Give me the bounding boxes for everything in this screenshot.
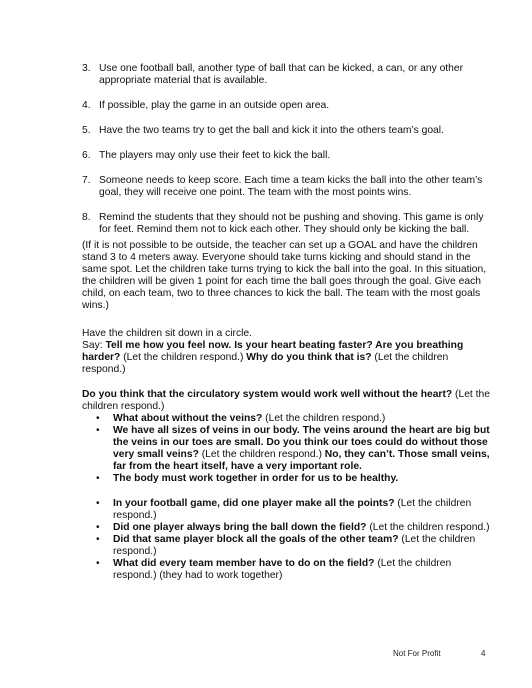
step-number: 8. (82, 212, 91, 223)
step-text: Use one football ball, another type of ball that can be kicked, a can, or any other appropriate material that is available. (99, 63, 464, 86)
say-prompt: Say: Tell me how you feel now. Is your heart beating faster? Are you breathing harder? (Let the children respond.) Why do you think that is? (Let the children respond.) (82, 340, 464, 375)
football-bullets (96, 498, 496, 582)
list-item (82, 150, 492, 162)
list-item: • What about without the veins? (Let the children respond.) (96, 413, 386, 424)
vein-bullets (96, 413, 496, 485)
circle-discussion (82, 328, 494, 376)
list-item: • We have all sizes of veins in our body. The veins around the heart are big but the veins in our toes are small. Do you think our toes could do without those very small veins? (Let the children respond.) No, they can’t. Those small veins, far from the heart itself, have a very important role. (96, 425, 490, 472)
list-item (82, 125, 492, 137)
list-item: • What did every team member have to do on the field? (Let the children respond.) (they had to work together) (96, 558, 452, 581)
list-item (82, 100, 492, 112)
step-number: 7. (82, 175, 91, 186)
bullet-icon: • (96, 522, 100, 533)
list-item: • In your football game, did one player make all the points? (Let the children respond.) (96, 498, 472, 521)
list-item: • Did one player always bring the ball down the field? (Let the children respond.) (96, 522, 490, 533)
step-text: Have the two teams try to get the ball and kick it into the others team’s goal. (99, 125, 444, 136)
list-item (82, 63, 492, 87)
bullet-icon: • (96, 498, 100, 509)
list-item (82, 212, 492, 236)
step-text: Someone needs to keep score. Each time a team kicks the ball into the other team’s goal, they will receive one point. The team with the most points wins. (99, 175, 483, 198)
bullet-icon: • (96, 413, 100, 424)
numbered-steps (82, 63, 492, 249)
bullet-icon: • (96, 425, 100, 436)
step-number: 6. (82, 150, 91, 161)
footer-note: Not For Profit (393, 649, 441, 658)
step-number: 3. (82, 63, 91, 74)
circulatory-question: Do you think that the circulatory system would work well without the heart? (Let the children respond.) (82, 389, 490, 412)
step-number: 4. (82, 100, 91, 111)
bullet-icon: • (96, 558, 100, 569)
bullet-icon: • (96, 473, 100, 484)
step-text: Remind the students that they should not be pushing and shoving. This game is only for feet. Remind them not to kick each other. They should only be kicking the ball. (99, 212, 484, 235)
list-item: • Did that same player block all the goals of the other team? (Let the children respond.) (96, 534, 476, 557)
page-number: 4 (481, 649, 486, 658)
circle-intro: Have the children sit down in a circle. (82, 328, 252, 339)
list-item: • The body must work together in order for us to be healthy. (96, 473, 399, 484)
alternative-paragraph: (If it is not possible to be outside, the teacher can set up a GOAL and have the children stand 3 to 4 meters away. Everyone should take turns kicking and should stand in the same spot. Let the children take turns trying to kick the ball into the goal. In this situation, the children will be given 1 point for each time the ball goes through the goal. Give each child, on each team, two to three chances to kick the ball. The team with the most goals wins.) (82, 240, 487, 311)
bullet-icon: • (96, 534, 100, 545)
step-text: The players may only use their feet to kick the ball. (99, 150, 331, 161)
list-item (82, 175, 492, 199)
step-text: If possible, play the game in an outside open area. (99, 100, 330, 111)
step-number: 5. (82, 125, 91, 136)
